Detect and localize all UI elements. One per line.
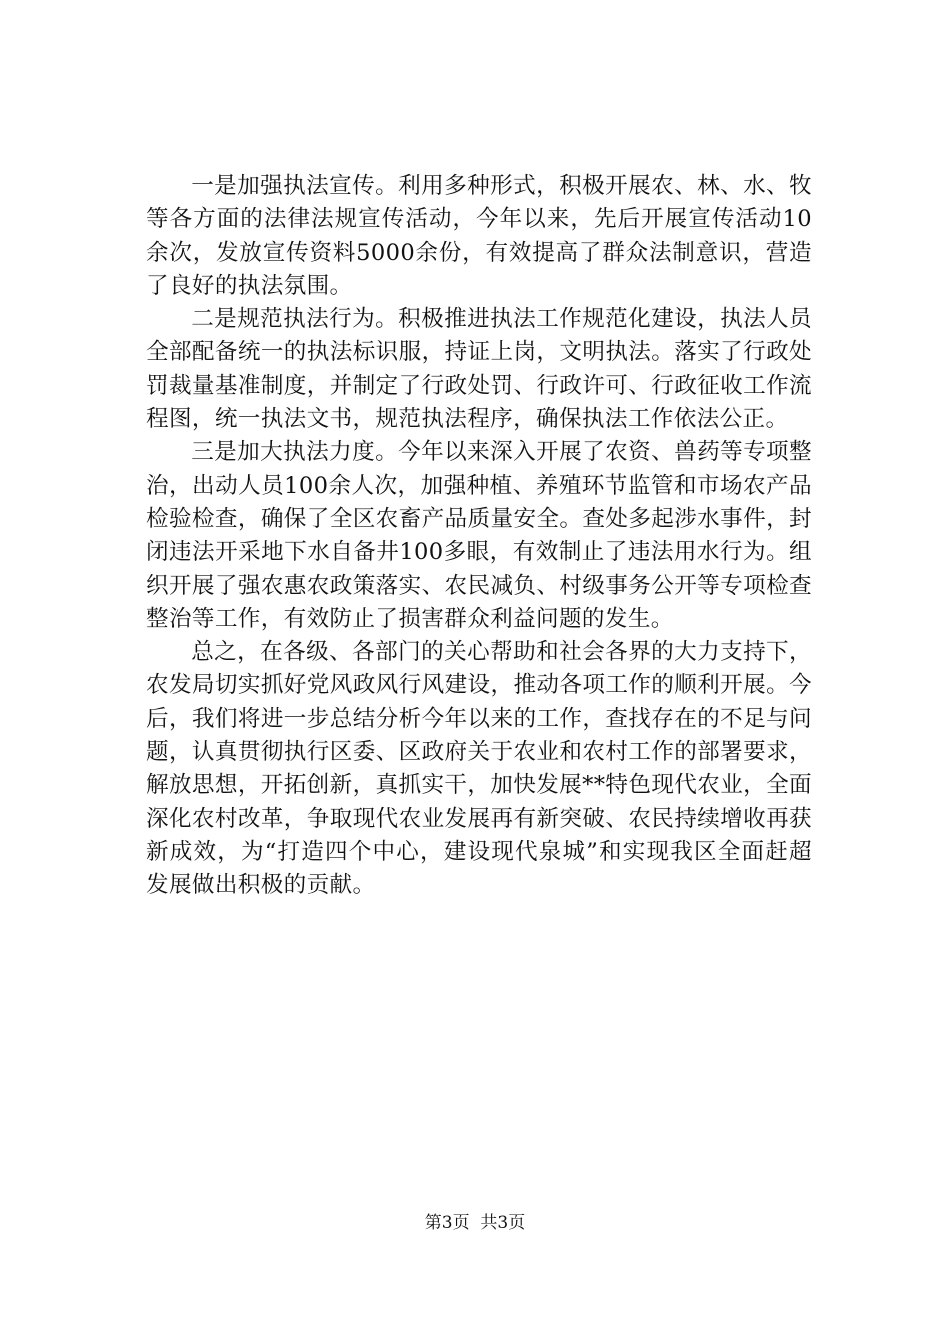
paragraph-enforcement-publicity: 一是加强执法宣传。利用多种形式，积极开展农、林、水、牧等各方面的法律法规宣传活动，今年以来，先后开展宣传活动10余次，发放宣传资料5000余份，有效提高了群众法制意识，营造了良好的执法氛围。: [146, 173, 812, 299]
paragraph-enforcement-intensity: 三是加大执法力度。今年以来深入开展了农资、兽药等专项整治，出动人员100余人次，加强种植、养殖环节监管和市场农产品检验检查，确保了全区农畜产品质量安全。查处多起涉水事件，封闭违法开采地下水自备井100多眼，有效制止了违法用水行为。组织开展了强农惠农政策落实、农民减负、村级事务公开等专项检查整治等工作，有效防止了损害群众利益问题的发生。: [146, 439, 812, 632]
body-text: [146, 170, 812, 903]
paragraph-standardize-enforcement: 二是规范执法行为。积极推进执法工作规范化建设，执法人员全部配备统一的执法标识服，持证上岗，文明执法。落实了行政处罚裁量基准制度，并制定了行政处罚、行政许可、行政征收工作流程图，统一执法文书，规范执法程序，确保执法工作依法公正。: [146, 306, 812, 433]
page-footer: [0, 1211, 950, 1235]
page-number: 第3页 共3页: [424, 1213, 526, 1233]
paragraph-summary: 总之，在各级、各部门的关心帮助和社会各界的大力支持下，农发局切实抓好党风政风行风建设，推动各项工作的顺利开展。今后，我们将进一步总结分析今年以来的工作，查找存在的不足与问题，认真贯彻执行区委、区政府关于农业和农村工作的部署要求，解放思想，开拓创新，真抓实干，加快发展**特色现代农业，全面深化农村改革，争取现代农业发展再有新突破、农民持续增收再获新成效，为“打造四个中心，建设现代泉城”和实现我区全面赶超发展做出积极的贡献。: [146, 639, 812, 899]
